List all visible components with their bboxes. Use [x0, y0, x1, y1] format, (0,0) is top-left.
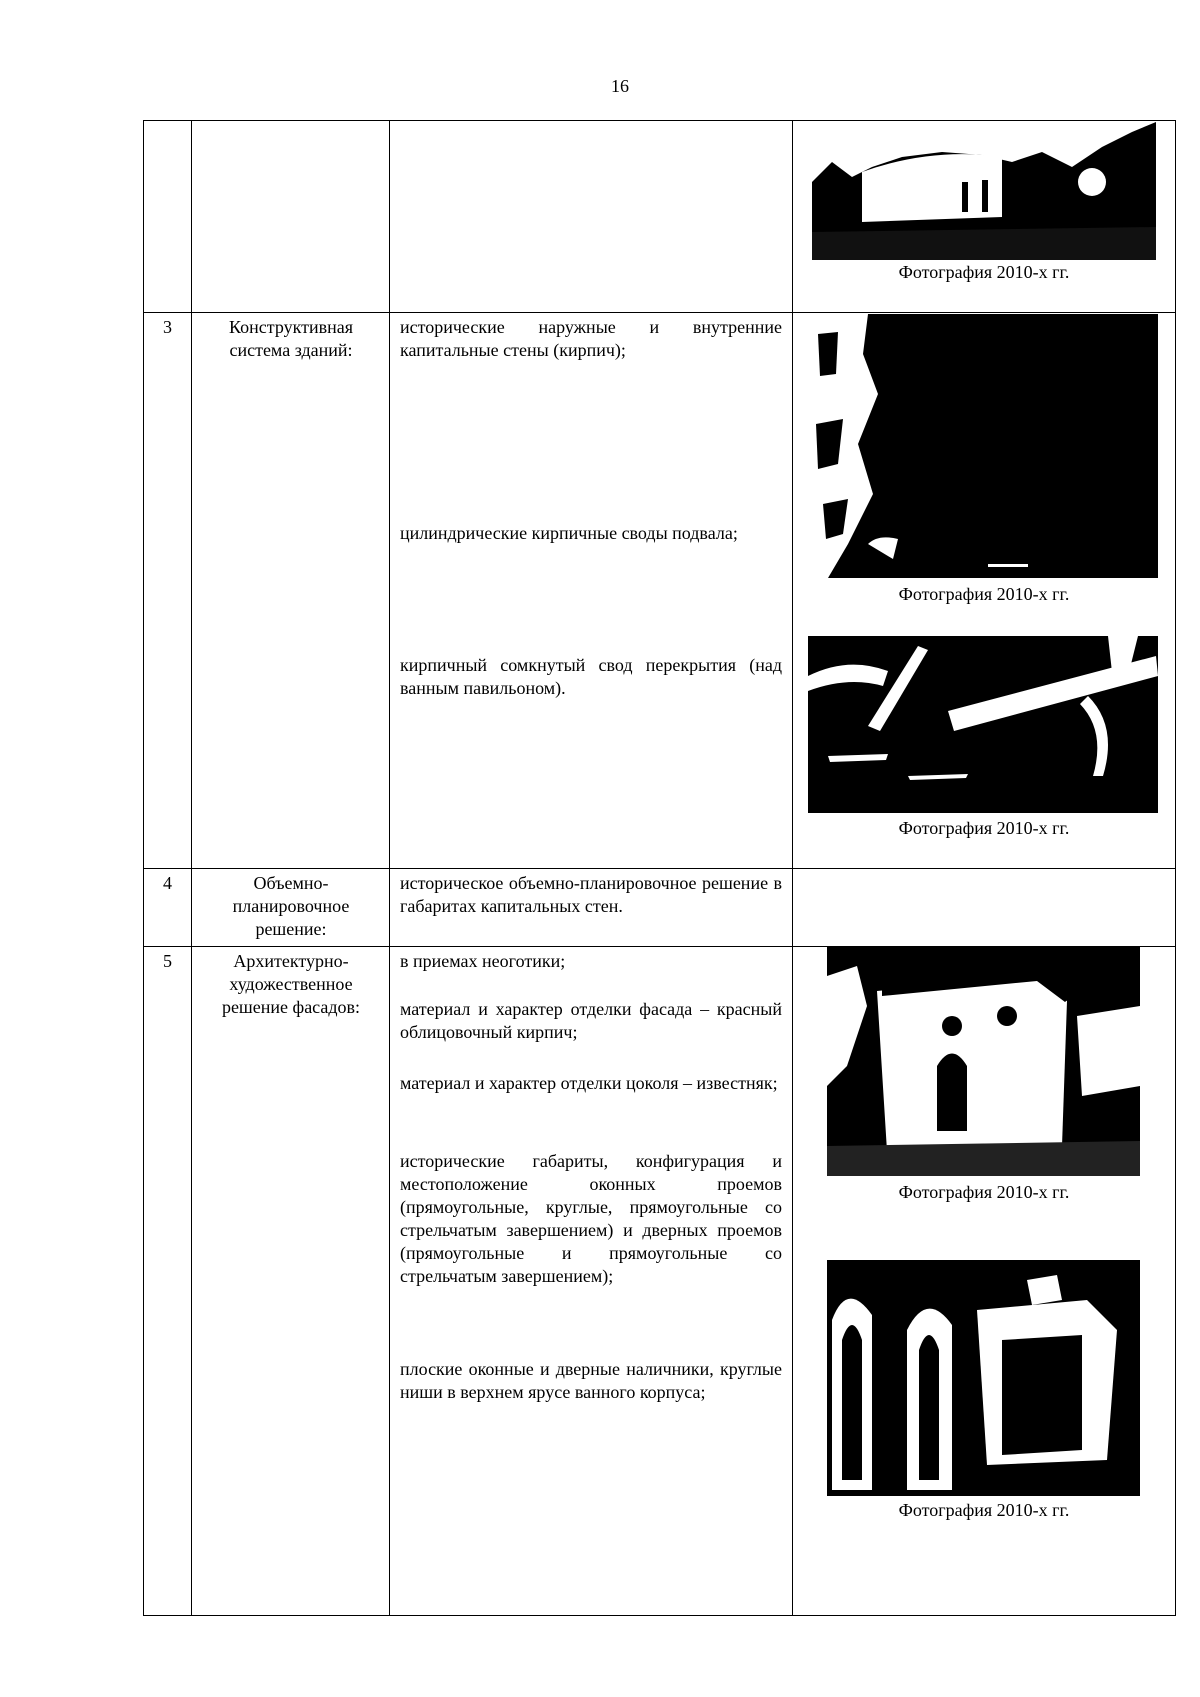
row-5-item-4: исторические габариты, конфигурация и местоположение оконных проемов (прямоугольные, круглые, прямоугольные со стрельчатым завершением) и дверных проемов (прямоугольные и прямоугольные со стрельчатым завершением); [400, 1151, 782, 1286]
row-3-item-1: исторические наружные и внутренние капитальные стены (кирпич); [400, 317, 782, 360]
row-5-item-1: в приемах неоготики; [400, 951, 566, 971]
row-3-label: Конструктивная система зданий: [229, 317, 353, 360]
photo-vault-ceiling [808, 636, 1158, 813]
row-5-label: Архитектурно-художественное решение фасадов: [221, 951, 361, 1017]
photo-caption-5: Фотография 2010-х гг. [898, 1500, 1070, 1520]
photo-neogothic-facade [827, 946, 1140, 1176]
row-3-item-3: кирпичный сомкнутый свод перекрытия (над ванным павильоном). [400, 655, 782, 698]
page-number: 16 [611, 76, 629, 96]
row-5-number: 5 [163, 951, 172, 971]
row-5-item-3: материал и характер отделки цоколя – известняк; [400, 1073, 778, 1093]
row-4-item-1: историческое объемно-планировочное решение в габаритах капитальных стен. [400, 873, 782, 916]
row-3-number: 3 [163, 317, 172, 337]
table-row-divider-2 [143, 868, 1176, 869]
photo-caption-4: Фотография 2010-х гг. [898, 1182, 1070, 1202]
table-border-bottom [143, 1615, 1176, 1616]
photo-brick-walls [808, 314, 1158, 578]
photo-building-exterior-top [812, 122, 1156, 260]
row-4-label: Объемно-планировочное решение: [232, 873, 350, 939]
table-row-divider-1 [143, 312, 1176, 313]
row-4-number: 4 [163, 873, 172, 893]
photo-caption-3: Фотография 2010-х гг. [898, 818, 1070, 838]
row-5-item-2: материал и характер отделки фасада – красный облицовочный кирпич; [400, 999, 782, 1042]
photo-caption-2: Фотография 2010-х гг. [898, 584, 1070, 604]
row-3-item-2: цилиндрические кирпичные своды подвала; [400, 523, 738, 543]
photo-caption-1: Фотография 2010-х гг. [898, 262, 1070, 282]
row-5-item-5: плоские оконные и дверные наличники, круглые ниши в верхнем ярусе ванного корпуса; [400, 1359, 782, 1402]
table-border-top [143, 120, 1176, 121]
photo-arched-openings [827, 1260, 1140, 1496]
